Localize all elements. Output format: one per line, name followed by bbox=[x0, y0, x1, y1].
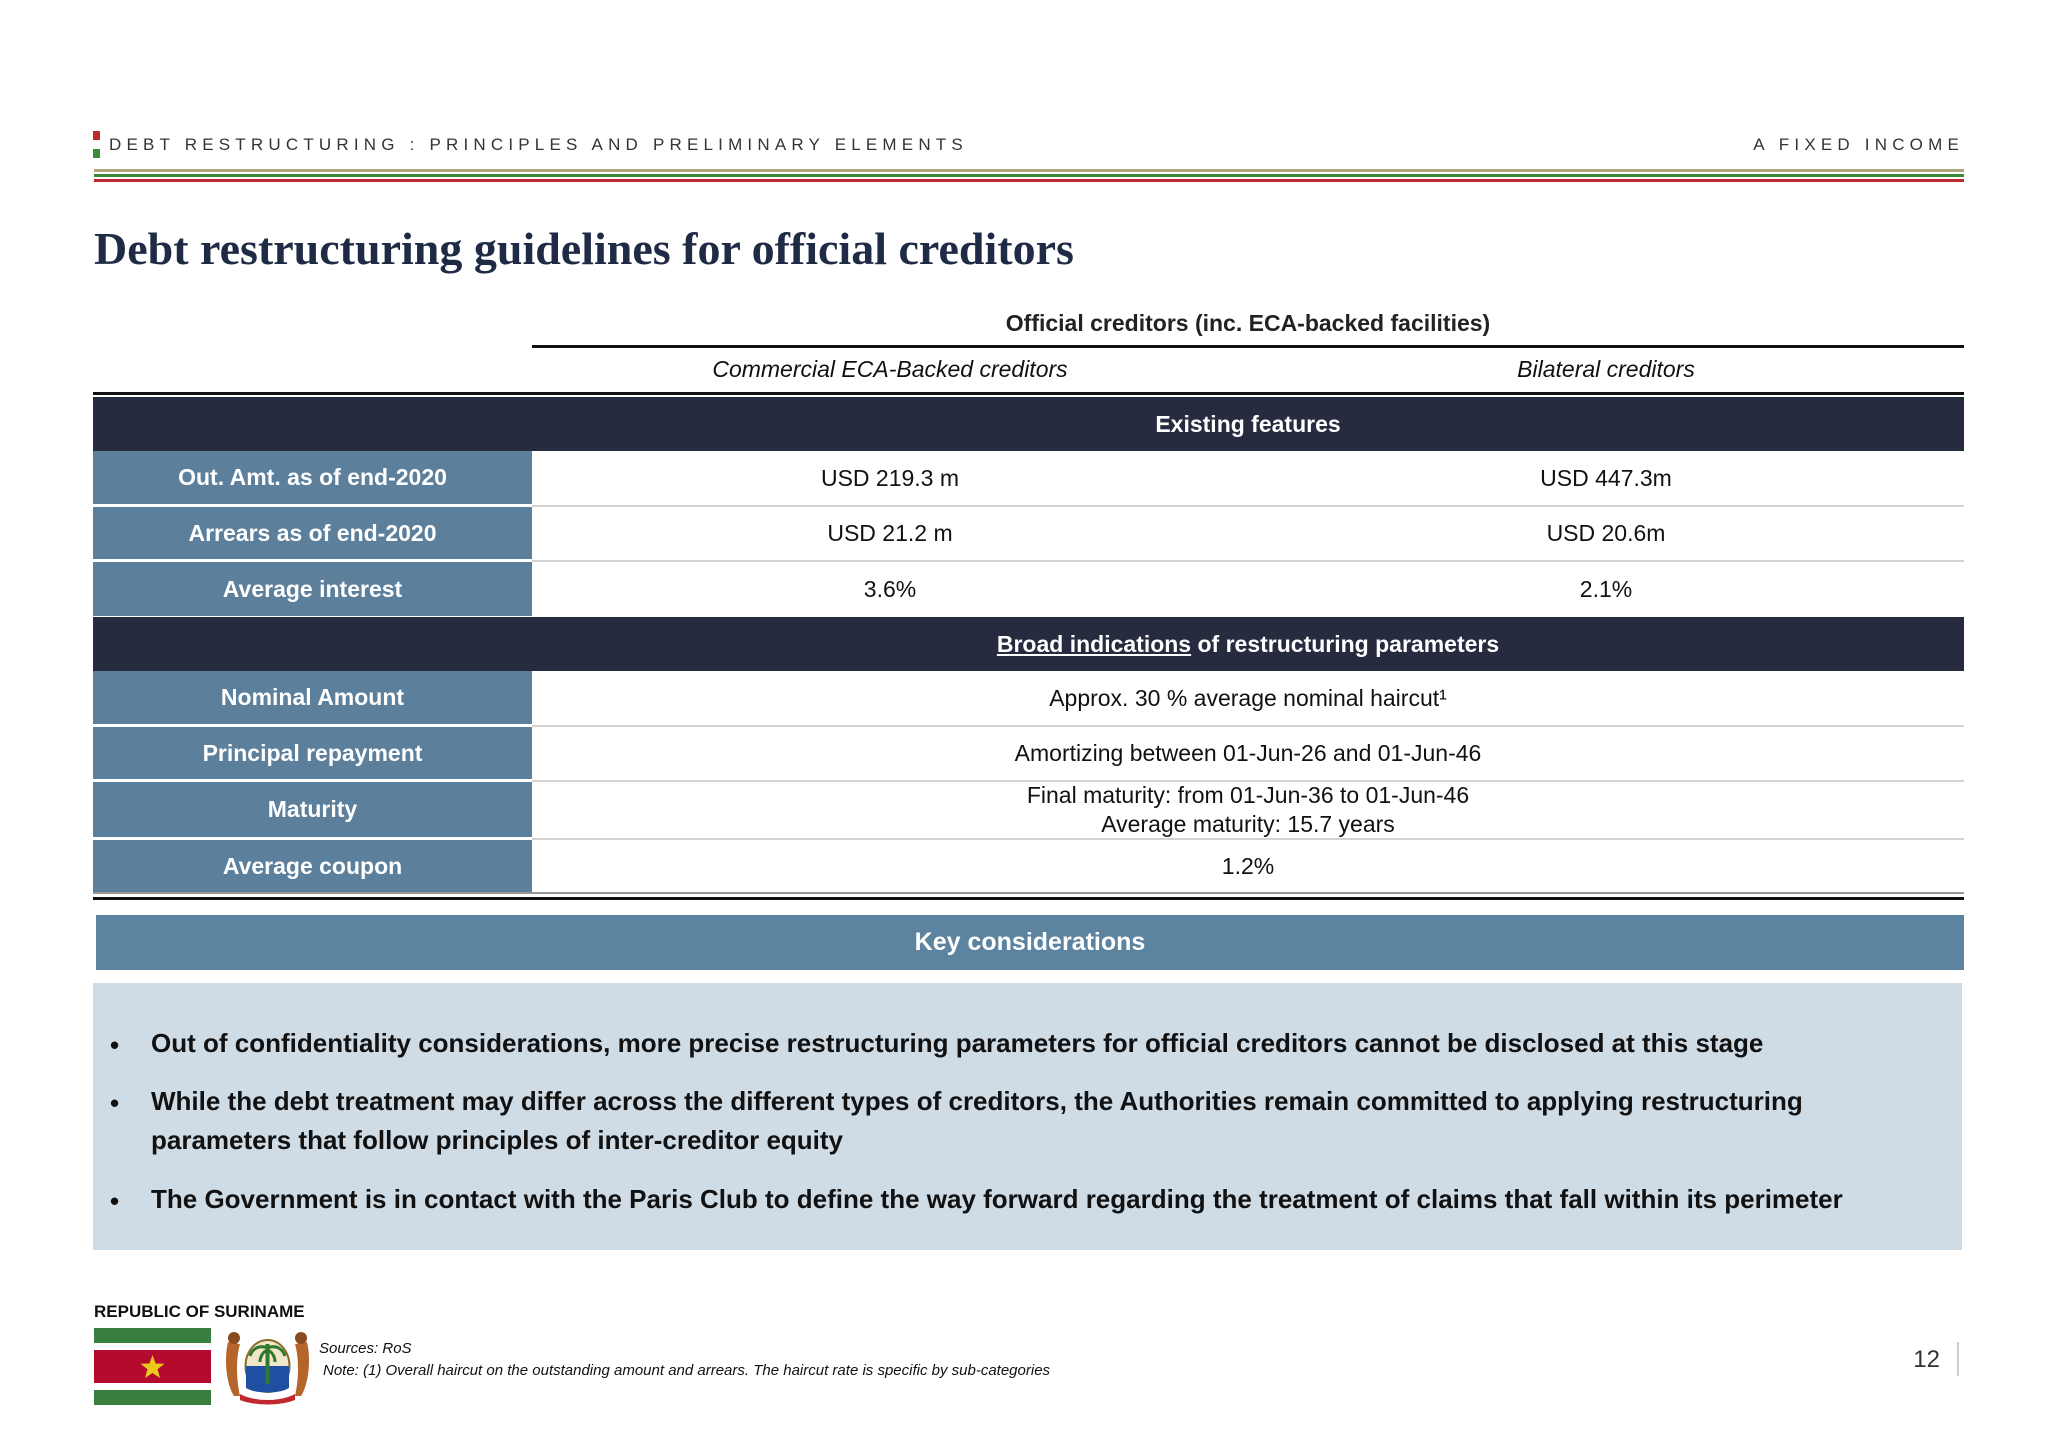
row-label: Out. Amt. as of end-2020 bbox=[93, 451, 532, 507]
section-band-existing bbox=[93, 397, 1964, 451]
header-section-label: DEBT RESTRUCTURING : PRINCIPLES AND PRELIMINARY ELEMENTS bbox=[109, 135, 968, 154]
header-rule-olive bbox=[94, 169, 1964, 172]
table-group-header: Official creditors (inc. ECA-backed facilities) bbox=[1005, 310, 1491, 336]
row-label: Average coupon bbox=[93, 840, 532, 892]
section-title-rest: of restructuring parameters bbox=[1191, 631, 1500, 657]
suriname-flag-icon bbox=[94, 1328, 211, 1405]
section-band-indications bbox=[93, 617, 1964, 671]
row-label: Average interest bbox=[93, 562, 532, 616]
table-cell-maturity bbox=[532, 782, 1964, 838]
table-cell: 3.6% bbox=[863, 575, 917, 602]
table-cell: Amortizing between 01-Jun-26 and 01-Jun-46 bbox=[1014, 740, 1482, 766]
table-cell: USD 20.6m bbox=[1546, 520, 1666, 546]
row-label: Arrears as of end-2020 bbox=[93, 507, 532, 562]
row-label: Maturity bbox=[93, 782, 532, 840]
table-cell: Approx. 30 % average nominal haircut¹ bbox=[1049, 684, 1447, 711]
table-bottom-rule bbox=[93, 897, 1964, 900]
bullet-icon: • bbox=[110, 1088, 120, 1118]
footnote-text: Note: (1) Overall haircut on the outstanding amount and arrears. The haircut rate is specific by sub-categories bbox=[323, 1362, 1051, 1379]
table-cell: USD 219.3 m bbox=[820, 464, 960, 491]
header-color-mark bbox=[93, 131, 100, 158]
table-group-rule bbox=[532, 345, 1964, 348]
header-rule-green bbox=[94, 174, 1964, 177]
sources-text: Sources: RoS bbox=[319, 1340, 412, 1357]
section-title-underlined: Broad indications bbox=[996, 631, 1192, 657]
key-consideration-item: While the debt treatment may differ across the different types of creditors, the Authorities remain committed to applying restructuring parameters that follow principles of inter-creditor equity bbox=[151, 1086, 1803, 1155]
col-header-commercial: Commercial ECA-Backed creditors bbox=[712, 356, 1068, 382]
section-title-indications bbox=[532, 617, 1964, 671]
page-number-divider bbox=[1957, 1342, 1959, 1376]
table-cell: USD 21.2 m bbox=[827, 520, 953, 546]
suriname-coat-of-arms-icon bbox=[220, 1328, 315, 1405]
page-number: 12 bbox=[1913, 1346, 1940, 1373]
header-brand-label: A FIXED INCOME bbox=[1753, 135, 1964, 154]
section-title-existing: Existing features bbox=[1155, 411, 1341, 437]
maturity-line-1: Final maturity: from 01-Jun-36 to 01-Jun-46 bbox=[1026, 782, 1470, 808]
page-title: Debt restructuring guidelines for official creditors bbox=[94, 223, 1074, 274]
bullet-icon: • bbox=[110, 1030, 120, 1060]
row-label: Nominal Amount bbox=[93, 671, 532, 727]
table-top-rule bbox=[93, 392, 1964, 395]
table-cell: 2.1% bbox=[1579, 575, 1633, 602]
key-considerations-header: Key considerations bbox=[96, 915, 1964, 970]
table-cell: USD 447.3m bbox=[1540, 464, 1672, 491]
col-header-bilateral: Bilateral creditors bbox=[1517, 356, 1695, 382]
table-bottom-thin-rule bbox=[93, 892, 1964, 894]
bullet-icon: • bbox=[110, 1186, 120, 1216]
header-rule-red bbox=[94, 179, 1964, 182]
key-consideration-item: Out of confidentiality considerations, more precise restructuring parameters for official creditors cannot be disclosed at this stage bbox=[151, 1028, 1764, 1058]
maturity-line-2: Average maturity: 15.7 years bbox=[1101, 811, 1395, 837]
country-label: REPUBLIC OF SURINAME bbox=[94, 1302, 305, 1321]
row-label: Principal repayment bbox=[93, 727, 532, 782]
key-consideration-item: The Government is in contact with the Paris Club to define the way forward regarding the treatment of claims that fall within its perimeter bbox=[151, 1184, 1843, 1214]
table-cell: 1.2% bbox=[1221, 852, 1275, 879]
